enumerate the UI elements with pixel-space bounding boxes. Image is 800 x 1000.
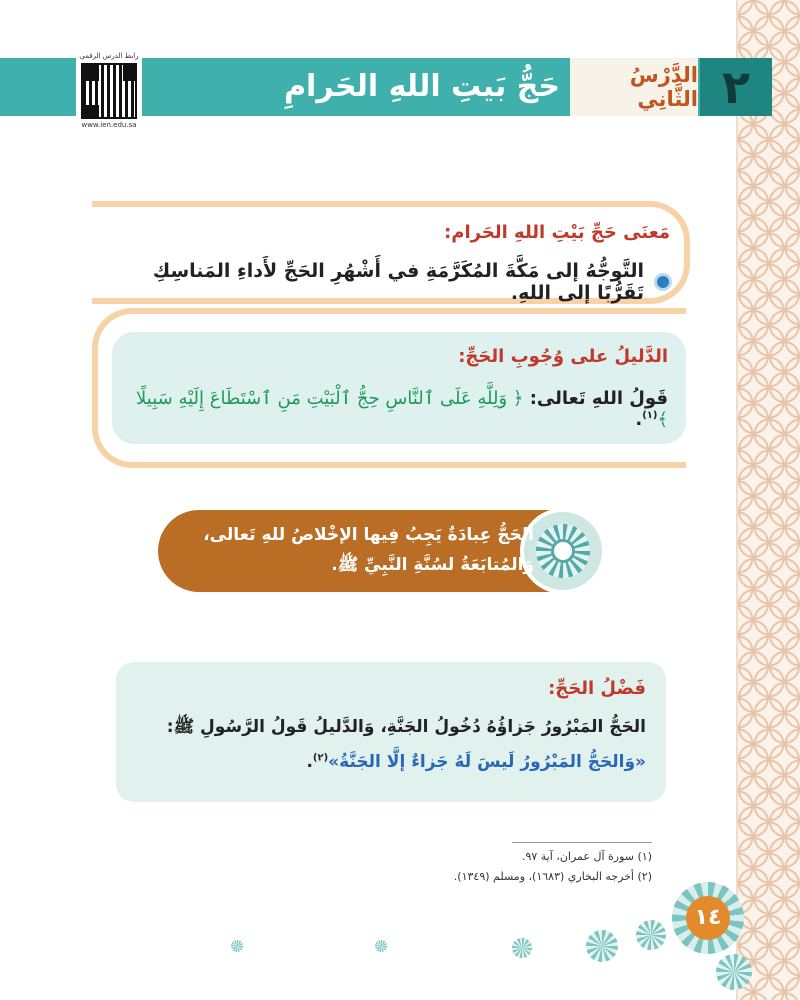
callout-text (174, 520, 534, 580)
lesson-label: الدَّرْسُ الثَّانِي (629, 63, 698, 111)
qr-url[interactable]: www.ien.edu.sa (81, 121, 137, 129)
lesson-label-box (570, 58, 698, 116)
virtue-heading: فَضْلُ الحَجِّ: (548, 678, 646, 699)
footnote-2: (٢) أخرجه البخاري (١٦٨٣)، ومسلم (١٣٤٩). (453, 870, 652, 883)
meaning-text: التَّوجُّهُ إلى مَكَّةَ المُكَرَّمَةِ في أَشْهُرِ الحَجِّ لأَداءِ المَناسِكِ تَقَرُّبًا إلى اللهِ. (152, 260, 644, 304)
decorative-side-border (738, 0, 800, 1000)
decorative-dot (231, 940, 243, 952)
evidence-line (128, 388, 668, 430)
page-number: ١٤ (686, 896, 730, 940)
decorative-dot (512, 938, 532, 958)
meaning-heading: مَعنَى حَجِّ بَيْتِ اللهِ الحَرام: (444, 222, 670, 243)
footnote-divider (512, 842, 652, 843)
callout-line-1: الحَجُّ عِبادَةٌ يَجِبُ فِيها الإخْلاصُ للهِ تَعالى، (203, 525, 534, 545)
decorative-dot (716, 954, 752, 990)
decorative-dot (586, 930, 618, 962)
virtue-box (116, 662, 666, 802)
evidence-suffix: . (635, 409, 643, 430)
evidence-box (112, 332, 686, 444)
lesson-title: حَجُّ بَيتِ اللهِ الحَرامِ (284, 69, 560, 104)
qr-code-link[interactable] (76, 52, 142, 134)
lesson-number: ٢ (700, 58, 772, 116)
footnote-mark-2[interactable]: (٢) (312, 752, 329, 764)
qr-caption: رابط الدرس الرقمي (79, 52, 139, 60)
virtue-suffix: . (306, 752, 313, 772)
rosette-core (551, 539, 575, 563)
decorative-dot (375, 940, 387, 952)
decorative-dot (636, 920, 666, 950)
bullet-icon (654, 273, 672, 291)
meaning-row (112, 260, 672, 304)
footnote-1: (١) سورة آل عمران، آية ٩٧. (521, 850, 652, 863)
callout-line-2: وَالمُتابَعَةُ لسُنَّةِ النَّبِيِّ ﷺ. (331, 555, 534, 575)
hadith-text: «وَالحَجُّ المَبْرُورُ لَيسَ لَهُ جَزاءٌ إلَّا الجَنَّةُ» (328, 752, 646, 772)
evidence-prefix: قَولُ اللهِ تَعالى: (529, 388, 668, 409)
qr-code-icon[interactable] (81, 63, 137, 119)
footnote-mark-1[interactable]: (١) (642, 410, 658, 421)
quran-verse: ﴿ وَلِلَّهِ عَلَى ٱلنَّاسِ حِجُّ ٱلْبَيْتِ مَنِ ٱسْتَطَاعَ إِلَيْهِ سَبِيلًا ﴾ (136, 388, 668, 430)
side-divider (736, 0, 738, 1000)
evidence-heading: الدَّليلُ على وُجُوبِ الحَجِّ: (458, 346, 668, 367)
virtue-line-1: الحَجُّ المَبْرُورُ جَزاؤُهُ دُخُولُ الجَنَّةِ، وَالدَّليلُ قَولُ الرَّسُولِ ﷺ: (166, 717, 646, 737)
virtue-line-2 (126, 752, 646, 772)
